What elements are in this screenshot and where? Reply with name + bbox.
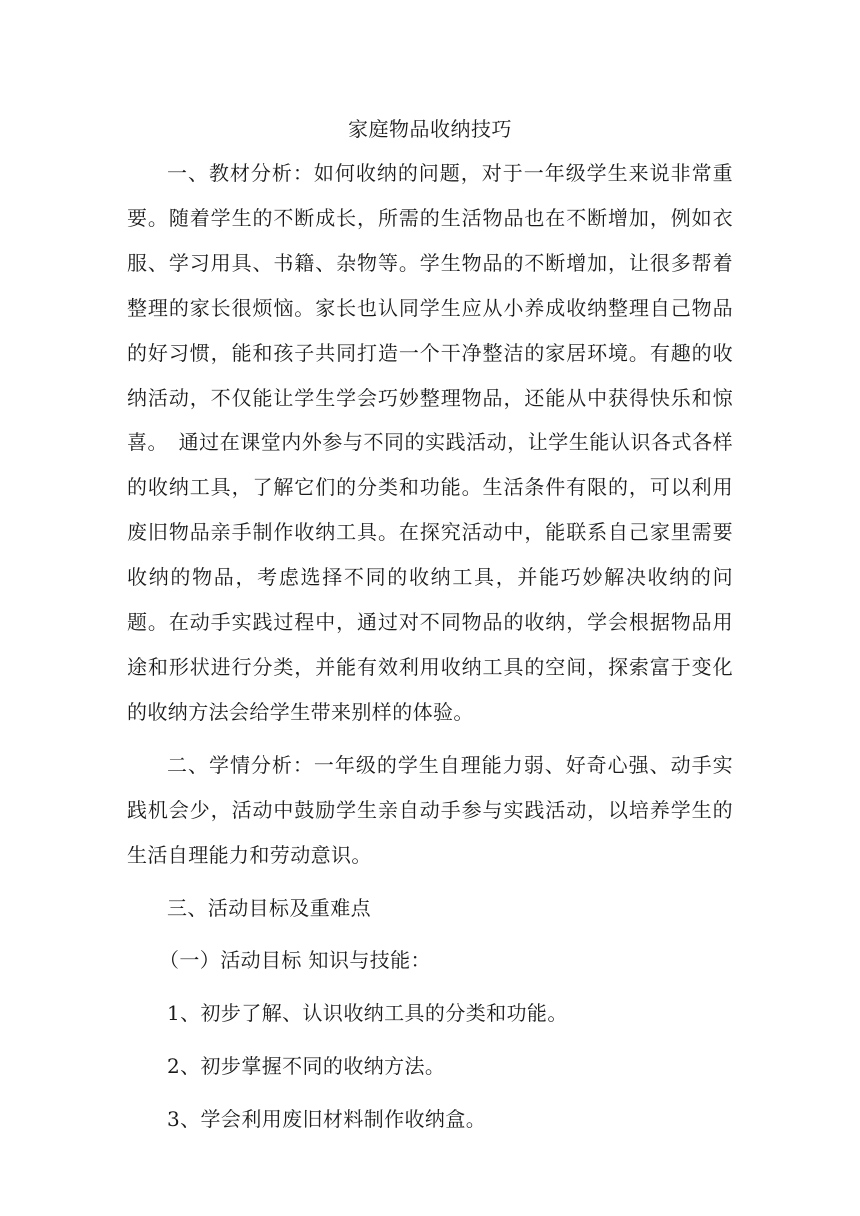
paragraph-gap	[127, 1036, 733, 1044]
goal-item: 3、学会利用废旧材料制作收纳盒。	[167, 1107, 487, 1132]
paragraph-gap	[127, 983, 733, 991]
section-student-analysis: 二、学情分析：一年级的学生自理能力弱、好奇心强、动手实践机会少，活动中鼓励学生亲自动手参与实践活动，以培养学生的生活自理能力和劳动意识。	[127, 752, 733, 867]
goal-item: 1、初步了解、认识收纳工具的分类和功能。	[167, 1001, 568, 1026]
section-textbook-analysis: 一、教材分析：如何收纳的问题，对于一年级学生来说非常重要。随着学生的不断成长，所需的生活物品也在不断增加，例如衣服、学习用具、书籍、杂物等。学生物品的不断增加，让很多帮着整理的家长很烦恼。家长也认同学生应从小养成收纳整理自己物品的好习惯，能和孩子共同打造一个干净整洁的家居环境。有趣的收纳活动，不仅能让学生学会巧妙整理物品，还能从中获得快乐和惊喜。 通过在课堂内外参与不同的实践活动，让学生能认识各式各样的收纳工具，了解它们的分类和功能。生活条件有限的，可以利用废旧物品亲手制作收纳工具。在探究活动中，能联系自己家里需要收纳的物品，考虑选择不同的收纳工具，并能巧妙解决收纳的问题。在动手实践过程中，通过对不同物品的收纳，学会根据物品用途和形状进行分类，并能有效利用收纳工具的空间，探索富于变化的收纳方法会给学生带来别样的体验。	[127, 161, 733, 724]
section-goals-heading: 三、活动目标及重难点	[167, 895, 371, 920]
paragraph-gap	[127, 735, 733, 743]
document-page	[127, 107, 733, 1142]
goals-subheading: （一）活动目标 知识与技能：	[159, 948, 431, 973]
paragraph-gap	[127, 1089, 733, 1097]
paragraph-gap	[127, 930, 733, 938]
paragraph-gap	[127, 878, 733, 886]
document-title: 家庭物品收纳技巧	[348, 117, 512, 141]
goal-item: 2、初步掌握不同的收纳方法。	[167, 1054, 446, 1079]
